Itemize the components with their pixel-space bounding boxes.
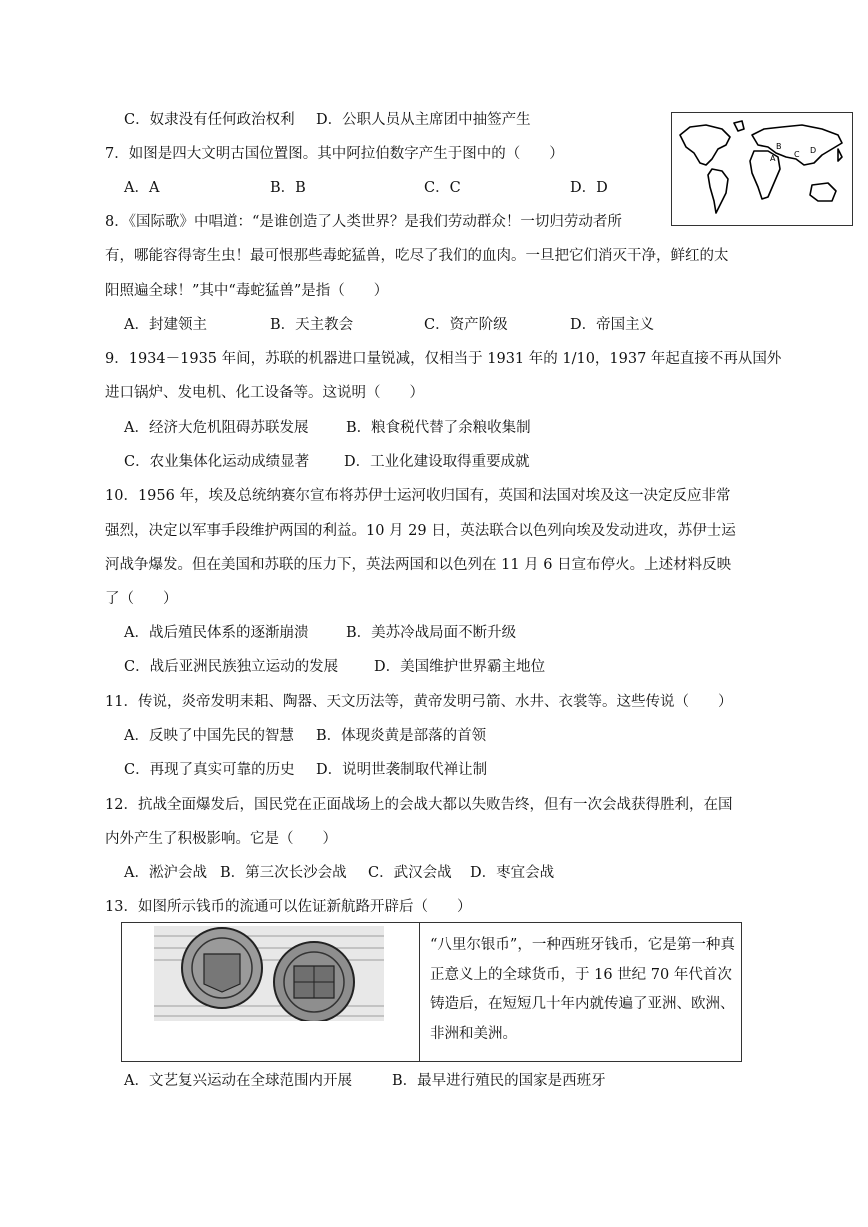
map-label-d: D bbox=[810, 146, 817, 155]
q13-option-a[interactable]: A．文艺复兴运动在全球范围内开展 bbox=[124, 1073, 352, 1089]
q6-option-d[interactable]: D．公职人员从主席团中抽签产生 bbox=[316, 112, 531, 128]
q6-option-c[interactable]: C．奴隶没有任何政治权利 bbox=[124, 112, 295, 128]
q10-option-d[interactable]: D．美国维护世界霸主地位 bbox=[374, 659, 546, 675]
q11-option-c[interactable]: C．再现了真实可靠的历史 bbox=[124, 762, 295, 778]
q11-option-d[interactable]: D．说明世袭制取代禅让制 bbox=[316, 762, 488, 778]
q9-option-c[interactable]: C．农业集体化运动成绩显著 bbox=[124, 454, 310, 470]
q7-stem: 7．如图是四大文明古国位置图。其中阿拉伯数字产生于图中的（ ） bbox=[105, 146, 564, 162]
q8-option-b[interactable]: B．天主教会 bbox=[270, 317, 354, 333]
q10-stem-line4: 了（ ） bbox=[105, 591, 178, 607]
map-label-b: B bbox=[776, 142, 782, 151]
q12-stem-line2: 内外产生了积极影响。它是（ ） bbox=[105, 831, 337, 847]
q11-option-b[interactable]: B．体现炎黄是部落的首领 bbox=[316, 728, 487, 744]
q12-option-d[interactable]: D．枣宜会战 bbox=[470, 865, 555, 881]
q10-option-b[interactable]: B．美苏冷战局面不断升级 bbox=[346, 625, 517, 641]
world-map-icon bbox=[672, 113, 852, 225]
q12-option-c[interactable]: C．武汉会战 bbox=[368, 865, 452, 881]
q10-option-c[interactable]: C．战后亚洲民族独立运动的发展 bbox=[124, 659, 339, 675]
q8-option-d[interactable]: D．帝国主义 bbox=[570, 317, 655, 333]
q7-option-a[interactable]: A．A bbox=[124, 180, 160, 196]
coin-table bbox=[121, 922, 742, 1062]
q9-option-a[interactable]: A．经济大危机阻碍苏联发展 bbox=[124, 420, 309, 436]
q8-stem-line1: 8．《国际歌》中唱道：“是谁创造了人类世界？是我们劳动群众！一切归劳动者所 bbox=[105, 214, 622, 230]
q11-option-a[interactable]: A．反映了中国先民的智慧 bbox=[124, 728, 294, 744]
coin-image-cell bbox=[122, 923, 420, 1061]
q9-stem-line2: 进口锅炉、发电机、化工设备等。这说明（ ） bbox=[105, 385, 424, 401]
q9-stem-line1: 9．1934－1935 年间，苏联的机器进口量锐减，仅相当于 1931 年的 1/10，1937 年起直接不再从国外 bbox=[105, 351, 782, 367]
world-map-figure bbox=[671, 112, 853, 226]
q10-stem-line1: 10．1956 年，埃及总统纳赛尔宣布将苏伊士运河收归国有，英国和法国对埃及这一决定反应非常 bbox=[105, 488, 731, 504]
q8-option-a[interactable]: A．封建领主 bbox=[124, 317, 207, 333]
q13-option-b[interactable]: B．最早进行殖民的国家是西班牙 bbox=[392, 1073, 606, 1089]
q12-stem-line1: 12．抗战全面爆发后，国民党在正面战场上的会战大都以失败告终，但有一次会战获得胜利，在国 bbox=[105, 797, 733, 813]
q8-stem-line3: 阳照遍全球！”其中“毒蛇猛兽”是指（ ） bbox=[105, 283, 389, 299]
q10-option-a[interactable]: A．战后殖民体系的逐渐崩溃 bbox=[124, 625, 309, 641]
q9-option-d[interactable]: D．工业化建设取得重要成就 bbox=[344, 454, 530, 470]
q11-stem: 11．传说，炎帝发明耒耜、陶器、天文历法等，黄帝发明弓箭、水井、衣裳等。这些传说（ ） bbox=[105, 694, 733, 710]
q10-stem-line2: 强烈，决定以军事手段维护两国的利益。10 月 29 日，英法联合以色列向埃及发动进攻，苏伊士运 bbox=[105, 523, 736, 539]
q12-option-a[interactable]: A．淞沪会战 bbox=[124, 865, 207, 881]
q8-option-c[interactable]: C．资产阶级 bbox=[424, 317, 508, 333]
coin-description: “八里尔银币”，一种西班牙钱币，它是第一种真正意义上的全球货币，于 16 世纪 70 年代首次铸造后，在短短几十年内就传遍了亚洲、欧洲、非洲和美洲。 bbox=[430, 937, 735, 1042]
map-label-a: A bbox=[770, 154, 776, 163]
q12-option-b[interactable]: B．第三次长沙会战 bbox=[220, 865, 347, 881]
map-label-c: C bbox=[794, 150, 800, 159]
q7-option-b[interactable]: B．B bbox=[270, 180, 306, 196]
q13-stem: 13．如图所示钱币的流通可以佐证新航路开辟后（ ） bbox=[105, 899, 472, 915]
coin-icon bbox=[154, 926, 384, 1021]
q7-option-d[interactable]: D．D bbox=[570, 180, 608, 196]
q8-stem-line2: 有，哪能容得寄生虫！最可恨那些毒蛇猛兽，吃尽了我们的血肉。一旦把它们消灭干净，鲜红的太 bbox=[105, 248, 729, 264]
q7-option-c[interactable]: C．C bbox=[424, 180, 461, 196]
q9-option-b[interactable]: B．粮食税代替了余粮收集制 bbox=[346, 420, 531, 436]
q10-stem-line3: 河战争爆发。但在美国和苏联的压力下，英法两国和以色列在 11 月 6 日宣布停火。上述材料反映 bbox=[105, 557, 732, 573]
